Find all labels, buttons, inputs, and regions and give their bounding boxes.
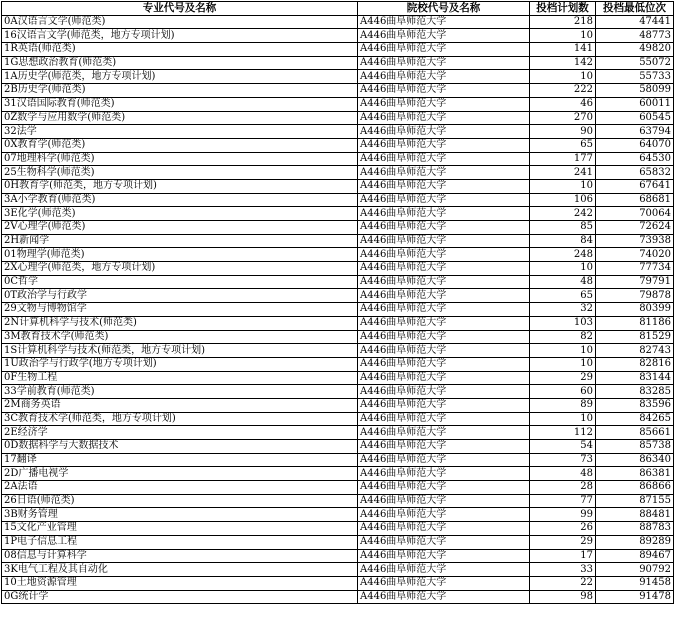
cell-major: 0T政治学与行政学 — [2, 289, 358, 303]
table-row — [2, 56, 674, 70]
cell-school: A446曲阜师范大学 — [358, 357, 530, 371]
table-row — [2, 440, 674, 454]
cell-plan-count: 48 — [530, 467, 596, 481]
table-row — [2, 125, 674, 139]
table-row — [2, 248, 674, 262]
cell-school: A446曲阜师范大学 — [358, 398, 530, 412]
cell-major: 2H新闻学 — [2, 234, 358, 248]
cell-school: A446曲阜师范大学 — [358, 275, 530, 289]
table-row — [2, 166, 674, 180]
cell-min-rank: 67641 — [596, 179, 674, 193]
cell-school: A446曲阜师范大学 — [358, 563, 530, 577]
cell-school: A446曲阜师范大学 — [358, 15, 530, 29]
cell-plan-count: 103 — [530, 316, 596, 330]
table-row — [2, 522, 674, 536]
cell-school: A446曲阜师范大学 — [358, 29, 530, 43]
table-row — [2, 576, 674, 590]
table-row — [2, 426, 674, 440]
header-school: 院校代号及名称 — [358, 2, 530, 16]
cell-plan-count: 54 — [530, 440, 596, 454]
cell-school: A446曲阜师范大学 — [358, 70, 530, 84]
cell-major: 08信息与计算科学 — [2, 549, 358, 563]
table-row — [2, 29, 674, 43]
cell-plan-count: 82 — [530, 330, 596, 344]
cell-min-rank: 83596 — [596, 398, 674, 412]
cell-plan-count: 84 — [530, 234, 596, 248]
cell-plan-count: 29 — [530, 371, 596, 385]
cell-min-rank: 65832 — [596, 166, 674, 180]
cell-plan-count: 77 — [530, 494, 596, 508]
cell-min-rank: 91478 — [596, 590, 674, 604]
cell-plan-count: 10 — [530, 70, 596, 84]
cell-plan-count: 73 — [530, 453, 596, 467]
cell-min-rank: 88783 — [596, 522, 674, 536]
cell-school: A446曲阜师范大学 — [358, 97, 530, 111]
cell-min-rank: 60545 — [596, 111, 674, 125]
cell-plan-count: 99 — [530, 508, 596, 522]
cell-school: A446曲阜师范大学 — [358, 248, 530, 262]
cell-plan-count: 89 — [530, 398, 596, 412]
cell-plan-count: 222 — [530, 84, 596, 98]
cell-major: 1P电子信息工程 — [2, 535, 358, 549]
cell-school: A446曲阜师范大学 — [358, 166, 530, 180]
cell-min-rank: 85661 — [596, 426, 674, 440]
cell-min-rank: 89289 — [596, 535, 674, 549]
cell-major: 2B历史学(师范类) — [2, 84, 358, 98]
cell-major: 17翻译 — [2, 453, 358, 467]
header-row — [2, 2, 674, 16]
cell-min-rank: 89467 — [596, 549, 674, 563]
cell-plan-count: 48 — [530, 275, 596, 289]
cell-min-rank: 55733 — [596, 70, 674, 84]
cell-major: 0D数据科学与大数据技术 — [2, 440, 358, 454]
cell-min-rank: 81186 — [596, 316, 674, 330]
cell-plan-count: 141 — [530, 43, 596, 57]
table-row — [2, 138, 674, 152]
cell-min-rank: 87155 — [596, 494, 674, 508]
cell-plan-count: 270 — [530, 111, 596, 125]
table-row — [2, 508, 674, 522]
header-plan-count: 投档计划数 — [530, 2, 596, 16]
table-row — [2, 563, 674, 577]
cell-plan-count: 10 — [530, 262, 596, 276]
table-row — [2, 316, 674, 330]
cell-plan-count: 65 — [530, 289, 596, 303]
cell-school: A446曲阜师范大学 — [358, 453, 530, 467]
cell-school: A446曲阜师范大学 — [358, 508, 530, 522]
table-row — [2, 193, 674, 207]
cell-plan-count: 22 — [530, 576, 596, 590]
cell-school: A446曲阜师范大学 — [358, 262, 530, 276]
cell-min-rank: 83144 — [596, 371, 674, 385]
cell-plan-count: 10 — [530, 29, 596, 43]
cell-school: A446曲阜师范大学 — [358, 481, 530, 495]
cell-min-rank: 91458 — [596, 576, 674, 590]
cell-school: A446曲阜师范大学 — [358, 125, 530, 139]
cell-plan-count: 241 — [530, 166, 596, 180]
cell-school: A446曲阜师范大学 — [358, 56, 530, 70]
table-body — [2, 15, 674, 604]
cell-school: A446曲阜师范大学 — [358, 440, 530, 454]
table-row — [2, 289, 674, 303]
cell-min-rank: 63794 — [596, 125, 674, 139]
cell-plan-count: 112 — [530, 426, 596, 440]
cell-school: A446曲阜师范大学 — [358, 303, 530, 317]
cell-major: 0X教育学(师范类) — [2, 138, 358, 152]
cell-major: 31汉语国际教育(师范类) — [2, 97, 358, 111]
cell-min-rank: 55072 — [596, 56, 674, 70]
cell-major: 3K电气工程及其自动化 — [2, 563, 358, 577]
cell-min-rank: 73938 — [596, 234, 674, 248]
cell-major: 0A汉语言文学(师范类) — [2, 15, 358, 29]
cell-major: 2E经济学 — [2, 426, 358, 440]
cell-school: A446曲阜师范大学 — [358, 193, 530, 207]
cell-school: A446曲阜师范大学 — [358, 221, 530, 235]
cell-plan-count: 248 — [530, 248, 596, 262]
cell-major: 0F生物工程 — [2, 371, 358, 385]
cell-plan-count: 60 — [530, 385, 596, 399]
cell-min-rank: 79791 — [596, 275, 674, 289]
table-row — [2, 15, 674, 29]
cell-major: 2D广播电视学 — [2, 467, 358, 481]
cell-school: A446曲阜师范大学 — [358, 207, 530, 221]
cell-min-rank: 83285 — [596, 385, 674, 399]
cell-min-rank: 64530 — [596, 152, 674, 166]
cell-major: 0Z数学与应用数学(师范类) — [2, 111, 358, 125]
cell-min-rank: 70064 — [596, 207, 674, 221]
cell-min-rank: 79878 — [596, 289, 674, 303]
table-row — [2, 275, 674, 289]
cell-school: A446曲阜师范大学 — [358, 371, 530, 385]
table-row — [2, 330, 674, 344]
cell-min-rank: 88481 — [596, 508, 674, 522]
table-row — [2, 97, 674, 111]
cell-major: 1G思想政治教育(师范类) — [2, 56, 358, 70]
cell-plan-count: 242 — [530, 207, 596, 221]
table-row — [2, 234, 674, 248]
cell-min-rank: 77734 — [596, 262, 674, 276]
table-row — [2, 494, 674, 508]
header-major: 专业代号及名称 — [2, 2, 358, 16]
cell-major: 01物理学(师范类) — [2, 248, 358, 262]
cell-plan-count: 106 — [530, 193, 596, 207]
cell-major: 1A历史学(师范类，地方专项计划) — [2, 70, 358, 84]
cell-min-rank: 74020 — [596, 248, 674, 262]
table-row — [2, 385, 674, 399]
cell-major: 2A法语 — [2, 481, 358, 495]
cell-school: A446曲阜师范大学 — [358, 590, 530, 604]
cell-plan-count: 29 — [530, 535, 596, 549]
cell-plan-count: 10 — [530, 412, 596, 426]
table-row — [2, 179, 674, 193]
cell-min-rank: 84265 — [596, 412, 674, 426]
cell-plan-count: 218 — [530, 15, 596, 29]
cell-min-rank: 86866 — [596, 481, 674, 495]
cell-school: A446曲阜师范大学 — [358, 467, 530, 481]
table-row — [2, 303, 674, 317]
cell-major: 3A小学教育(师范类) — [2, 193, 358, 207]
cell-min-rank: 82816 — [596, 357, 674, 371]
cell-school: A446曲阜师范大学 — [358, 330, 530, 344]
cell-min-rank: 85738 — [596, 440, 674, 454]
table-row — [2, 590, 674, 604]
cell-major: 26日语(师范类) — [2, 494, 358, 508]
cell-major: 15文化产业管理 — [2, 522, 358, 536]
cell-plan-count: 17 — [530, 549, 596, 563]
cell-plan-count: 10 — [530, 357, 596, 371]
cell-major: 3M教育技术学(师范类) — [2, 330, 358, 344]
cell-major: 3B财务管理 — [2, 508, 358, 522]
cell-plan-count: 85 — [530, 221, 596, 235]
cell-school: A446曲阜师范大学 — [358, 549, 530, 563]
cell-major: 2M商务英语 — [2, 398, 358, 412]
table-row — [2, 535, 674, 549]
table-row — [2, 152, 674, 166]
cell-plan-count: 90 — [530, 125, 596, 139]
cell-major: 0H教育学(师范类，地方专项计划) — [2, 179, 358, 193]
cell-major: 3C教育技术学(师范类，地方专项计划) — [2, 412, 358, 426]
cell-school: A446曲阜师范大学 — [358, 111, 530, 125]
table-row — [2, 481, 674, 495]
cell-school: A446曲阜师范大学 — [358, 316, 530, 330]
cell-plan-count: 28 — [530, 481, 596, 495]
table-row — [2, 111, 674, 125]
table-row — [2, 412, 674, 426]
header-min-rank: 投档最低位次 — [596, 2, 674, 16]
cell-major: 29文物与博物馆学 — [2, 303, 358, 317]
cell-major: 2N计算机科学与技术(师范类) — [2, 316, 358, 330]
table-row — [2, 357, 674, 371]
cell-school: A446曲阜师范大学 — [358, 289, 530, 303]
cell-min-rank: 72624 — [596, 221, 674, 235]
table-row — [2, 207, 674, 221]
cell-major: 2X心理学(师范类，地方专项计划) — [2, 262, 358, 276]
cell-plan-count: 177 — [530, 152, 596, 166]
cell-min-rank: 48773 — [596, 29, 674, 43]
cell-plan-count: 26 — [530, 522, 596, 536]
table-row — [2, 43, 674, 57]
cell-min-rank: 47441 — [596, 15, 674, 29]
cell-min-rank: 49820 — [596, 43, 674, 57]
cell-school: A446曲阜师范大学 — [358, 522, 530, 536]
cell-school: A446曲阜师范大学 — [358, 152, 530, 166]
cell-major: 16汉语言文学(师范类，地方专项计划) — [2, 29, 358, 43]
table-row — [2, 84, 674, 98]
cell-school: A446曲阜师范大学 — [358, 426, 530, 440]
table-row — [2, 344, 674, 358]
cell-min-rank: 90792 — [596, 563, 674, 577]
cell-min-rank: 82743 — [596, 344, 674, 358]
cell-school: A446曲阜师范大学 — [358, 179, 530, 193]
cell-plan-count: 98 — [530, 590, 596, 604]
table-row — [2, 371, 674, 385]
cell-plan-count: 46 — [530, 97, 596, 111]
cell-school: A446曲阜师范大学 — [358, 138, 530, 152]
cell-plan-count: 142 — [530, 56, 596, 70]
cell-min-rank: 86340 — [596, 453, 674, 467]
cell-school: A446曲阜师范大学 — [358, 494, 530, 508]
cell-major: 10土地资源管理 — [2, 576, 358, 590]
cell-plan-count: 33 — [530, 563, 596, 577]
cell-major: 32法学 — [2, 125, 358, 139]
cell-major: 0G统计学 — [2, 590, 358, 604]
cell-min-rank: 68681 — [596, 193, 674, 207]
cell-school: A446曲阜师范大学 — [358, 43, 530, 57]
cell-major: 2V心理学(师范类) — [2, 221, 358, 235]
cell-major: 33学前教育(师范类) — [2, 385, 358, 399]
cell-school: A446曲阜师范大学 — [358, 385, 530, 399]
cell-major: 0C哲学 — [2, 275, 358, 289]
cell-min-rank: 80399 — [596, 303, 674, 317]
cell-min-rank: 58099 — [596, 84, 674, 98]
cell-school: A446曲阜师范大学 — [358, 412, 530, 426]
cell-major: 25生物科学(师范类) — [2, 166, 358, 180]
table-row — [2, 467, 674, 481]
table-row — [2, 70, 674, 84]
cell-major: 07地理科学(师范类) — [2, 152, 358, 166]
table-row — [2, 262, 674, 276]
table-row — [2, 453, 674, 467]
cell-major: 1R英语(师范类) — [2, 43, 358, 57]
cell-major: 1U政治学与行政学(地方专项计划) — [2, 357, 358, 371]
cell-major: 3E化学(师范类) — [2, 207, 358, 221]
cell-school: A446曲阜师范大学 — [358, 344, 530, 358]
cell-plan-count: 10 — [530, 179, 596, 193]
cell-plan-count: 10 — [530, 344, 596, 358]
cell-plan-count: 65 — [530, 138, 596, 152]
cell-school: A446曲阜师范大学 — [358, 234, 530, 248]
cell-plan-count: 32 — [530, 303, 596, 317]
cell-min-rank: 64070 — [596, 138, 674, 152]
admission-table — [1, 1, 674, 604]
cell-school: A446曲阜师范大学 — [358, 84, 530, 98]
table-row — [2, 549, 674, 563]
cell-major: 1S计算机科学与技术(师范类，地方专项计划) — [2, 344, 358, 358]
table-row — [2, 221, 674, 235]
cell-min-rank: 81529 — [596, 330, 674, 344]
cell-school: A446曲阜师范大学 — [358, 535, 530, 549]
cell-school: A446曲阜师范大学 — [358, 576, 530, 590]
cell-min-rank: 86381 — [596, 467, 674, 481]
cell-min-rank: 60011 — [596, 97, 674, 111]
table-row — [2, 398, 674, 412]
